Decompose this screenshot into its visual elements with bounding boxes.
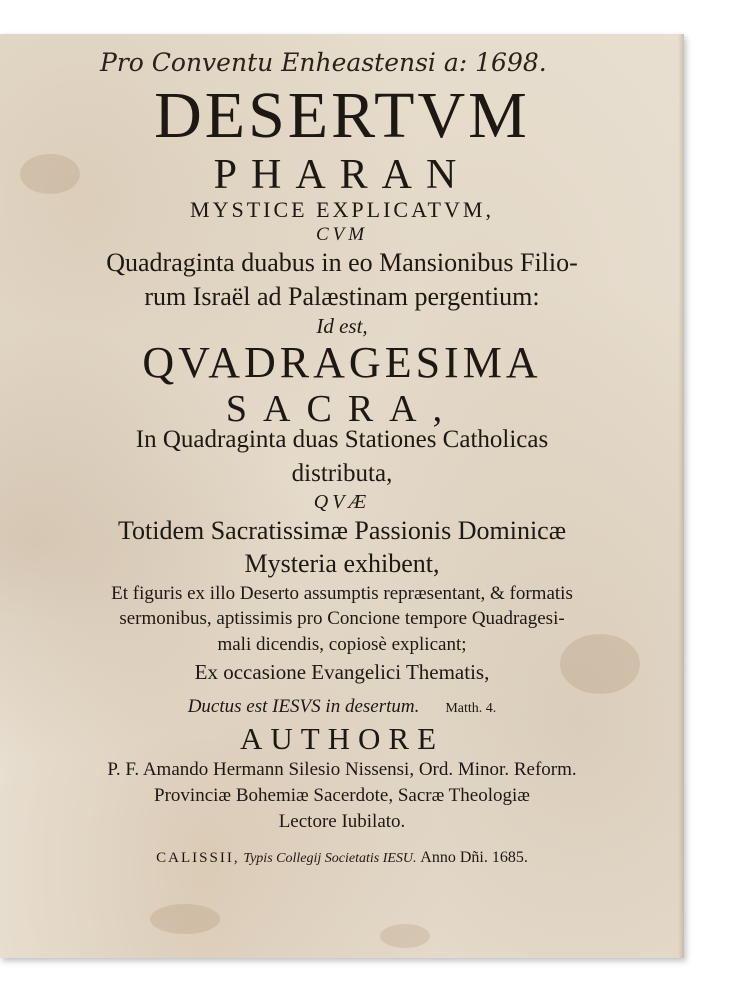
title-line-10: In Quadraginta duas Stationes Catholicas [135, 426, 549, 453]
title-line-12: QVÆ [313, 491, 371, 513]
foxing-stain [380, 924, 430, 948]
title-line-13: Totidem Sacratissimæ Passionis Dominicæ [117, 516, 567, 545]
title-line-2: PHARAN [213, 152, 471, 198]
title-line-3: MYSTICE EXPLICATVM, [190, 197, 494, 222]
title-line-6: rum Israël ad Palæstinam pergentium: [144, 282, 540, 311]
description-line-1: Et figuris ex illo Deserto assumptis repræsentant, & formatis [111, 583, 573, 604]
author-line-1: P. F. Amando Hermann Silesio Nissensi, Ord. Minor. Reform. [107, 759, 577, 780]
description-line-4: Ex occasione Evangelici Thematis, [194, 660, 490, 684]
title-line-4: CVM [315, 224, 369, 245]
scripture-reference: Matth. 4. [445, 701, 497, 716]
title-page [0, 34, 684, 958]
author-line-3: Lectore Iubilato. [278, 811, 406, 832]
imprint-date: Anno Dñi. 1685. [420, 849, 528, 866]
title-line-11: distributa, [291, 460, 393, 487]
subtitle-heading-2: SACRA, [225, 388, 459, 430]
scripture-quote [0, 695, 684, 721]
scripture-text: Ductus est IESVS in desertum. [187, 696, 420, 717]
title-line-14: Mysteria exhibent, [244, 549, 440, 578]
title-line-5: Quadraginta duabus in eo Mansionibus Filio- [106, 248, 578, 277]
imprint [0, 847, 684, 870]
subtitle-heading: QVADRAGESIMA [142, 338, 542, 387]
author-heading: AUTHORE [239, 721, 445, 756]
imprint-printer: Typis Collegij Societatis IESU. [243, 851, 417, 866]
author-line-2: Provinciæ Bohemiæ Sacerdote, Sacræ Theologiæ [154, 785, 530, 806]
handwritten-inscription: Pro Conventu Enheastensi a: 1698. [100, 48, 547, 77]
imprint-place: CALISSII, [156, 850, 240, 866]
foxing-stain [150, 904, 220, 934]
main-title: DESERTVM [154, 79, 530, 152]
description-line-2: sermonibus, aptissimis pro Concione tempore Quadragesi- [119, 608, 565, 629]
title-line-7: Id est, [316, 314, 368, 338]
description-line-3: mali dicendis, copiosè explicant; [217, 634, 467, 655]
